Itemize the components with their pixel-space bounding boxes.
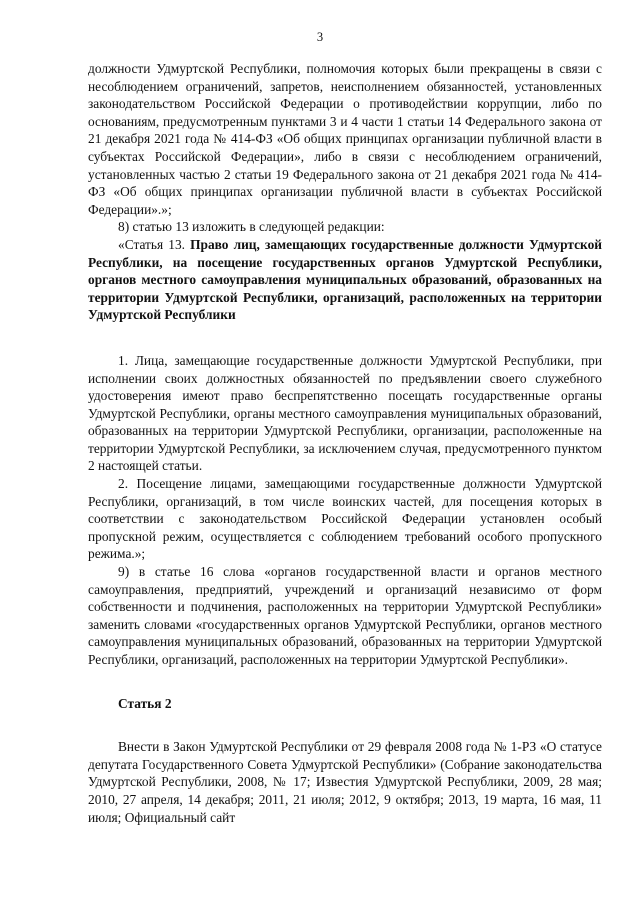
article-13-prefix: «Статья 13. <box>118 236 191 252</box>
article-13-point-1: 1. Лица, замещающие государственные должности Удмуртской Республики, при исполнении своих должностных обязанностей по предъявлении своего служебного удостоверения имеют право беспрепятственно посещать государственные органы Удмуртской Республики, органы местного самоуправления муниципальных образований, образованных на территории Удмуртской Республики, организации, расположенные на территории Удмуртской Республики, за исключением случая, предусмотренного пунктом 2 настоящей статьи. <box>88 352 602 474</box>
page-number: 3 <box>316 30 324 44</box>
paragraph-item-9: 9) в статье 16 слова «органов государственной власти и органов местного самоуправления, предприятий, учреждений и организаций независимо от форм собственности и подчинения, расположенных на территории Удмуртской Республики» заменить словами «государственных органов Удмуртской Республики, органов местного самоуправления муниципальных образований, образованных на территории Удмуртской Республики, организаций, расположенных на территории Удмуртской Республики». <box>88 564 602 667</box>
paragraph-item-8: 8) статью 13 изложить в следующей редакции: <box>118 219 385 235</box>
article-13-heading <box>88 236 602 324</box>
document-body <box>88 60 602 826</box>
article-2-paragraph: Внести в Закон Удмуртской Республики от 29 февраля 2008 года № 1-РЗ «О статусе депутата Государственного Совета Удмуртской Республики» (Собрание законодательства Удмуртской Республики, 2008, № 17; Известия Удмуртской Республики, 2009, 28 мая; 2010, 27 апреля, 14 декабря; 2011, 21 июля; 2012, 9 октября; 2013, 19 марта, 16 мая, 11 июля; Официальный сайт <box>88 739 602 825</box>
article-13-point-2: 2. Посещение лицами, замещающими государственные должности Удмуртской Республики, организаций, в том числе воинских частей, для посещения которых в соответствии с законодательством Российской Федерации установлен особый пропускной режим, осуществляется с соблюдением требований особого пропускного режима.»; <box>88 476 602 562</box>
article-2-heading: Статья 2 <box>118 695 172 711</box>
paragraph-continuation: должности Удмуртской Республики, полномочия которых были прекращены в связи с несоблюдением ограничений, запретов, неисполнением обязанностей, установленных законодательством Российской Федерации о противодействии коррупции, либо по основаниям, предусмотренным пунктами 3 и 4 части 1 статьи 14 Федерального закона от 21 декабря 2021 года № 414-ФЗ «Об общих принципах организации публичной власти в субъектах Российской Федерации», либо в связи с несоблюдением ограничений, установленных частью 2 статьи 19 Федерального закона от 21 декабря 2021 года № 414-ФЗ «Об общих принципах организации публичной власти в субъектах Российской Федерации».»; <box>88 61 602 217</box>
article-13-title: Право лиц, замещающих государственные должности Удмуртской Республики, на посещение государственных органов Удмуртской Республики, органов местного самоуправления муниципальных образований, образованных на территории Удмуртской Республики, организаций, расположенных на территории Удмуртской Республики <box>88 236 602 323</box>
